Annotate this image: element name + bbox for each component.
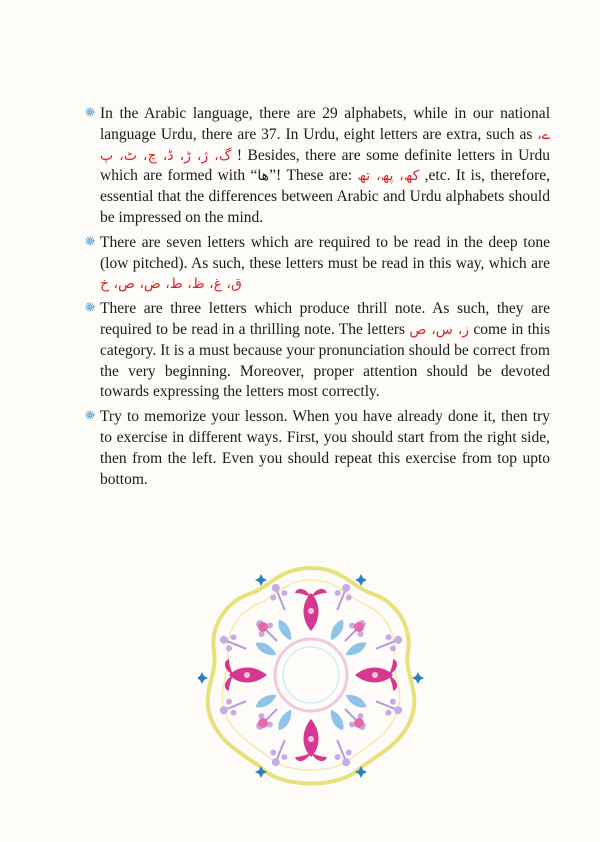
- text-segment: ,etc. It is, therefore, essential that the differences between Arabic and Urdu alphabets should be impressed on the mind.: [100, 167, 551, 226]
- bullet-item-deep-tone-letters: [80, 233, 550, 295]
- bullet-item-thrill-note-letters: [80, 299, 550, 403]
- bullet-text: [100, 104, 550, 229]
- text-segment: There are seven letters which are required to be read in the deep tone (low pitched). As such, these letters must be read in this way, which are: [100, 233, 550, 272]
- text-segment: Try to memorize your lesson. When you have already done it, then try to exercise in different ways. First, you should start from the right side, then from the left. Even you should repeat this exercise from top upto bottom.: [100, 408, 550, 488]
- gear-flower-icon: [80, 410, 100, 424]
- bullet-item-arabic-urdu-alphabets: [80, 104, 550, 229]
- bullet-text: [100, 233, 550, 295]
- urdu-extra-letters: ے، گ، ژ، ڑ، ڈ، چ، ٹ، پ: [100, 126, 550, 164]
- text-segment: There are three letters which produce thrill note. As such, they are required to be read in a thrilling note. The letters: [100, 300, 550, 338]
- text-segment: ! Besides, there are some definite letters in Urdu which are formed with “: [100, 146, 551, 185]
- bullet-text: [100, 407, 550, 490]
- gear-flower-icon: [80, 302, 100, 316]
- gear-flower-icon: [80, 107, 100, 121]
- bullet-item-memorize-lesson: [80, 407, 550, 490]
- floral-rosette-ornament: [198, 560, 424, 790]
- urdu-ha-letter: ھا: [257, 168, 270, 185]
- gear-flower-icon: [80, 236, 100, 250]
- urdu-compound-letters: کھ، پھ، تھ: [357, 168, 420, 185]
- bullet-text: [100, 299, 550, 403]
- bullet-list: [80, 104, 550, 494]
- text-segment: ”! These are:: [269, 167, 358, 185]
- text-segment: come in this category. It is a must because your pronunciation should be correct from the very beginning. Moreover, proper attention should be devoted towards expressing the letters most correctly.: [100, 320, 550, 401]
- urdu-deep-tone-letters: ق، غ، ظ، ط، ض، ص، خ: [100, 276, 242, 293]
- text-segment: In the Arabic language, there are 29 alphabets, while in our national language Urdu, there are 37. In Urdu, eight letters are extra, such as: [100, 105, 550, 143]
- urdu-thrill-letters: ز، س، ص: [409, 321, 469, 338]
